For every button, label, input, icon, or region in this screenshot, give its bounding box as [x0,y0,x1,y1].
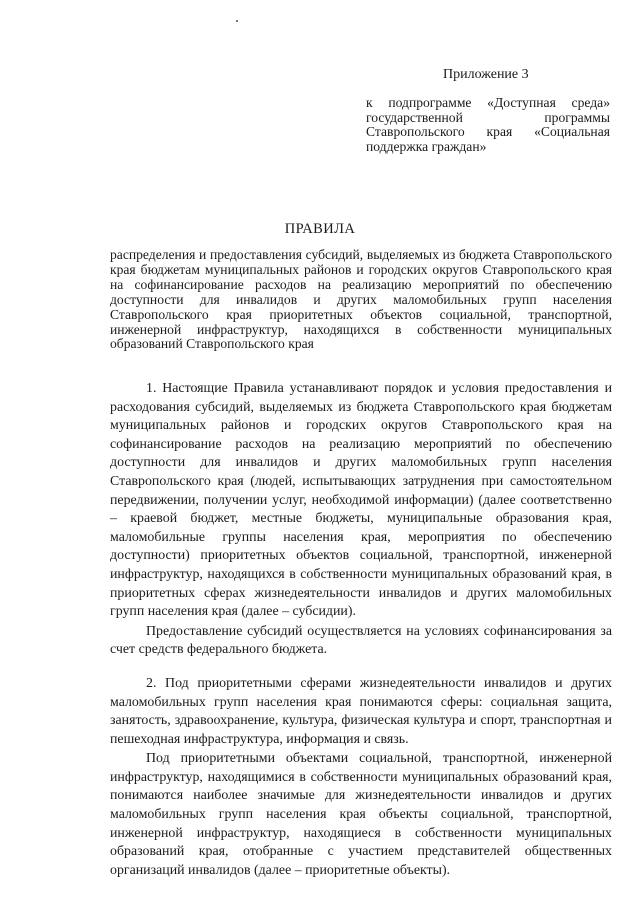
appendix-reference: к подпрограмме «Доступная среда» государственной программы Ставропольского края «Социальная поддержка граждан» [366,95,610,154]
appendix-title: Приложение 3 [443,67,529,82]
document-subtitle: распределения и предоставления субсидий, выделяемых из бюджета Ставропольского края бюджетам муниципальных районов и городских округов Ставропольского края на софинансирование расходов на реализацию мероприятий по обеспечению доступности для инвалидов и других маломобильных групп населения Ставропольского края приоритетных объектов социальной, транспортной, инженерной инфраструктур, находящихся в собственности муниципальных образований Ставропольского края [110,247,612,352]
document-body [110,380,612,880]
paragraph-2: 2. Под приоритетными сферами жизнедеятельности инвалидов и других маломобильных групп населения края понимаются сферы: социальная защита, занятость, здравоохранение, культура, физическая культура и спорт, транспортная и пешеходная инфраструктура, информация и связь. [110,675,612,747]
document-title: ПРАВИЛА [284,221,356,237]
paragraph-2-continued: Под приоритетными объектами социальной, транспортной, инженерной инфраструктур, находящимися в собственности муниципальных образований края, понимаются наиболее значимые для жизнедеятельности инвалидов и других маломобильных групп населения края объекты социальной, транспортной, инженерной инфраструктур, находящиеся в собственности муниципальных образований края, отобранные с участием представителей общественных организаций инвалидов (далее – приоритетные объекты). [110,751,612,878]
paragraph-1: 1. Настоящие Правила устанавливают порядок и условия предоставления и расходования субсидий, выделяемых из бюджета Ставропольского края бюджетам муниципальных районов и городских округов Ставропольского края на софинансирование расходов на реализацию мероприятий по обеспечению доступности для инвалидов и других маломобильных групп населения Ставропольского края (людей, испытывающих затруднения при самостоятельном передвижении, получении услуг, необходимой информации) (далее соответственно – краевой бюджет, местные бюджеты, муниципальные образования края, маломобильные группы населения края, мероприятия по обеспечению доступности) приоритетных объектов социальной, транспортной, инженерной инфраструктур, находящихся в собственности муниципальных образований края, в приоритетных сферах жизнедеятельности инвалидов и других маломобильных групп населения края (далее – субсидии). [110,381,612,620]
scan-speck [236,20,238,22]
paragraph-1-continued: Предоставление субсидий осуществляется на условиях софинансирования за счет средств федерального бюджета. [110,623,612,658]
